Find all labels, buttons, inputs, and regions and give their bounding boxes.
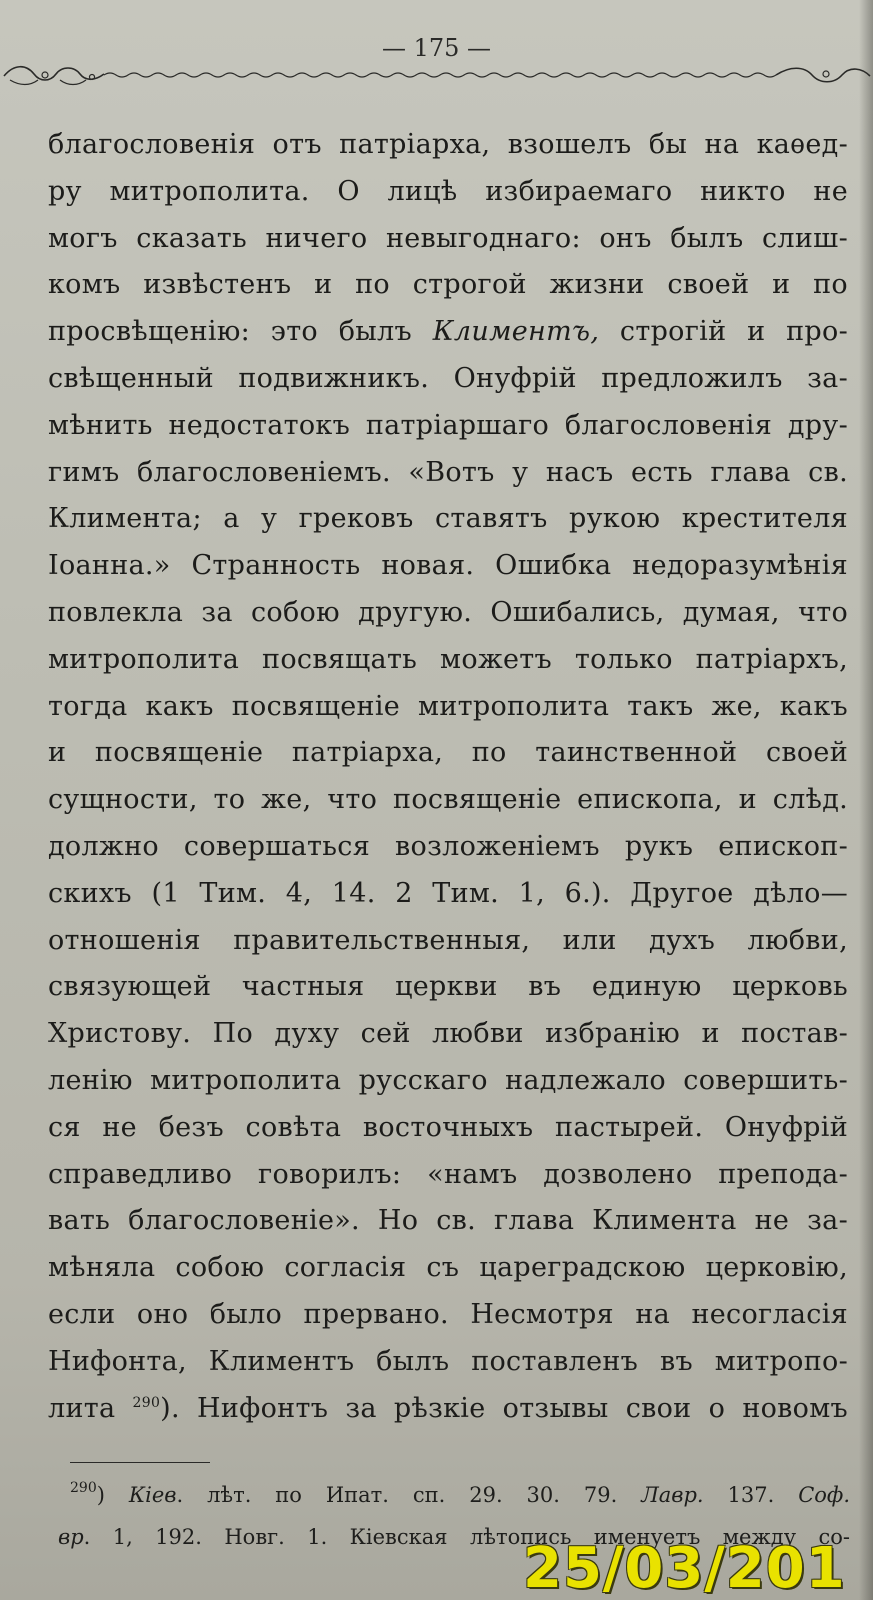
text-segment: просвѣщенію: это былъ xyxy=(48,316,433,348)
text-line: Христову. По духу сей любви избранію и постав- xyxy=(48,1018,848,1050)
text-line: благословенія отъ патріарха, взошелъ бы на каѳед- xyxy=(48,129,848,160)
footnote-reference: 290 xyxy=(132,1394,161,1411)
footnote-number: 290 xyxy=(70,1480,97,1496)
text-segment: лита xyxy=(48,1392,133,1424)
page-number: — 175 — xyxy=(381,34,492,62)
italic-name: Климентъ, xyxy=(432,316,600,348)
text-line: Іоанна.» Странность новая. Ошибка недоразумѣнія xyxy=(48,550,848,582)
text-line xyxy=(48,1386,848,1433)
text-segment: строгій и про- xyxy=(599,316,848,348)
footnote-line xyxy=(70,1474,850,1516)
text-segment: 137. xyxy=(703,1483,799,1507)
text-line: и посвященіе патріарха, по таинственной своей xyxy=(48,737,848,769)
text-line: если оно было прервано. Несмотря на несогласія xyxy=(48,1298,848,1330)
text-segment: . лѣт. по Ипат. сп. 29. 30. 79. xyxy=(176,1483,642,1507)
text-line: скихъ (1 Тим. 4, 14. 2 Тим. 1, 6.). Другое дѣло— xyxy=(48,877,848,909)
italic-abbrev: Соф. xyxy=(798,1483,851,1507)
text-line: справедливо говорилъ: «намъ дозволено препода- xyxy=(48,1158,848,1190)
text-line: мѣнить недостатокъ патріаршаго благословенія дру- xyxy=(48,409,848,441)
text-line: митрополита посвящать можетъ только патріархъ, xyxy=(48,643,848,675)
date-stamp: 25/03/201 xyxy=(523,1536,846,1600)
italic-abbrev: Кіев xyxy=(128,1483,177,1507)
text-segment: . 1, 192. Новг. 1. Кіевская лѣтопись именуетъ между со- xyxy=(83,1525,850,1549)
text-line: свѣщенный подвижникъ. Онуфрій предложилъ за- xyxy=(48,362,848,394)
body-text xyxy=(48,122,848,1432)
page-edge-shadow xyxy=(859,0,873,1600)
italic-abbrev: вр xyxy=(58,1525,84,1549)
text-segment: ) xyxy=(96,1483,129,1507)
text-line: Климента; а у грековъ ставятъ рукою крестителя xyxy=(48,503,848,535)
text-line: ру митрополита. О лицѣ избираемаго никто не xyxy=(48,175,848,207)
text-line: ленію митрополита русскаго надлежало совершить- xyxy=(48,1064,848,1096)
text-line: мѣняла собою согласія съ цареградскою церковію, xyxy=(48,1252,848,1284)
text-line: гимъ благословеніемъ. «Вотъ у насъ есть глава св. xyxy=(48,456,848,488)
text-line xyxy=(48,309,848,356)
decorative-header-rule xyxy=(0,62,873,92)
text-line: комъ извѣстенъ и по строгой жизни своей и по xyxy=(48,269,848,301)
italic-abbrev: Лавр. xyxy=(641,1483,704,1507)
text-line: должно совершаться возложеніемъ рукъ епископ- xyxy=(48,830,848,862)
text-line: тогда какъ посвященіе митрополита такъ же, какъ xyxy=(48,690,848,722)
text-line: сущности, то же, что посвященіе епископа, и слѣд. xyxy=(48,784,848,816)
text-line: отношенія правительственныя, или духъ любви, xyxy=(48,924,848,956)
text-line: могъ сказать ничего невыгоднаго: онъ былъ слиш- xyxy=(48,222,848,254)
text-line: повлекла за собою другую. Ошибались, думая, что xyxy=(48,596,848,628)
text-segment: ). Нифонтъ за рѣзкіе отзывы свои о новомъ xyxy=(160,1392,849,1424)
text-line: Нифонта, Климентъ былъ поставленъ въ митропо- xyxy=(48,1345,848,1377)
footnote-separator xyxy=(70,1462,210,1463)
text-line: ся не безъ совѣта восточныхъ пастырей. Онуфрій xyxy=(48,1111,848,1143)
text-line: связующей частныя церкви въ единую церковь xyxy=(48,971,848,1003)
text-line: вать благословеніе». Но св. глава Климента не за- xyxy=(48,1205,848,1237)
